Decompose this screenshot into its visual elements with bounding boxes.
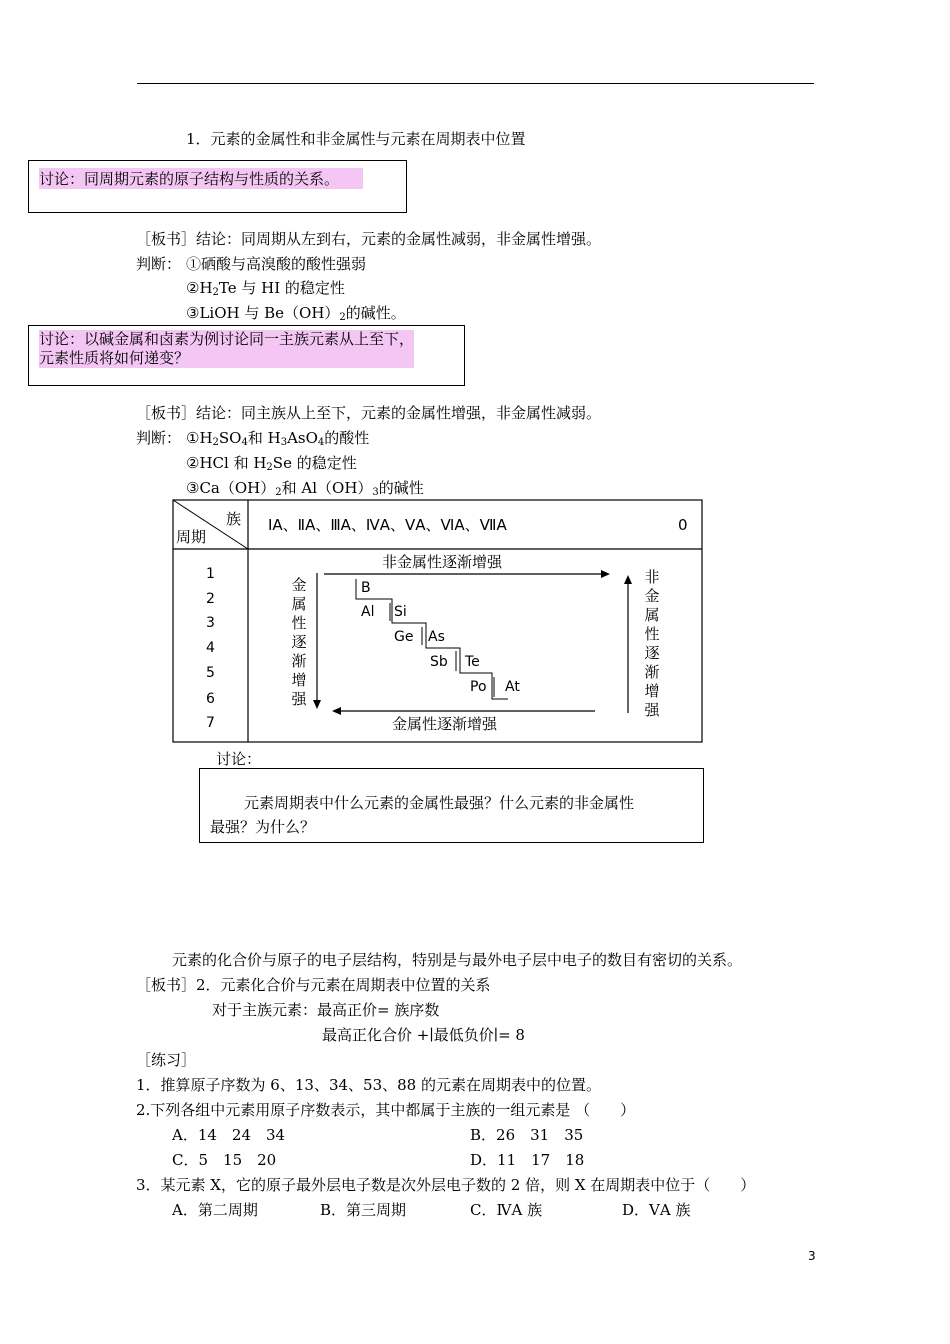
q3-option-d: D．ⅤA 族	[622, 1201, 691, 1219]
q3-option-b: B．第三周期	[320, 1201, 407, 1219]
practice-label: ［练习］	[136, 1051, 197, 1069]
q3-option-a: A．第二周期	[172, 1201, 258, 1219]
svg-text:1: 1	[206, 566, 215, 582]
blackboard1: ［板书］结论：同周期从左到右，元素的金属性减弱，非金属性增强。	[136, 230, 602, 248]
svg-text:6: 6	[206, 691, 215, 707]
svg-text:Si: Si	[394, 604, 407, 620]
svg-text:7: 7	[206, 715, 215, 731]
judge1-item2: $②H_2Te$ 与 HI 的稳定性	[186, 279, 345, 298]
svg-text:Te: Te	[465, 654, 480, 670]
discussion3-label: 讨论：	[216, 750, 262, 768]
q2-option-c: C．5 15 20	[172, 1151, 277, 1169]
q2-option-b: B．26 31 35	[470, 1126, 584, 1144]
period-numbers	[206, 566, 215, 731]
page-number: 3	[808, 1249, 816, 1263]
discussion3-box	[199, 768, 704, 843]
question1: 1．推算原子序数为 6、13、34、53、88 的元素在周期表中的位置。	[136, 1076, 601, 1094]
svg-text:5: 5	[206, 665, 215, 681]
section1-title: 1．元素的金属性和非金属性与元素在周期表中位置	[186, 130, 526, 148]
svg-text:At: At	[505, 679, 520, 695]
header-period: 周期	[176, 528, 207, 546]
judge1-item3: ③LiOH 与 $Be(OH)_2$的碱性。	[186, 304, 406, 323]
q3-option-c: C．ⅣA 族	[470, 1201, 543, 1219]
blackboard2: ［板书］结论：同主族从上至下，元素的金属性增强，非金属性减弱。	[136, 404, 602, 422]
judge2-item2: ②HCl 和 $H_2Se$ 的稳定性	[186, 454, 357, 473]
svg-text:3: 3	[206, 615, 215, 631]
group-zero: 0	[678, 516, 688, 534]
svg-text:Po: Po	[470, 679, 487, 695]
element-symbols	[361, 580, 520, 695]
question2: 2.下列各组中元素用原子序数表示，其中都属于主族的一组元素是 （ ）	[136, 1101, 636, 1119]
svg-text:B: B	[361, 580, 371, 596]
bottom-arrow-label: 金属性逐渐增强	[392, 715, 498, 733]
svg-text:2: 2	[206, 591, 215, 607]
svg-text:Al: Al	[361, 604, 375, 620]
q2-option-d: D．11 17 18	[470, 1151, 585, 1169]
valence-rule1: 对于主族元素：最高正价= 族序数	[212, 1001, 440, 1019]
question3: 3．某元素 X，它的原子最外层电子数是次外层电子数的 2 倍，则 X 在周期表中位于（ ）	[136, 1176, 756, 1194]
discussion2-box	[28, 325, 465, 386]
svg-text:Ge: Ge	[394, 629, 414, 645]
blackboard3: ［板书］2．元素化合价与元素在周期表中位置的关系	[136, 976, 491, 994]
right-vertical-label: 非金属性逐渐增强	[644, 568, 660, 719]
left-vertical-label: 金属性逐渐增强	[291, 576, 307, 708]
discussion1-text: 讨论：同周期元素的原子结构与性质的关系。	[39, 168, 363, 189]
discussion1-box	[28, 160, 407, 213]
judge2-item1: $①H_2SO_4$和 $H_3AsO_4$的酸性	[186, 429, 370, 448]
svg-text:4: 4	[206, 640, 215, 656]
top-arrow-label: 非金属性逐渐增强	[382, 553, 503, 571]
header-family: 族	[226, 510, 242, 528]
judge2-label: 判断：	[136, 429, 182, 447]
valence-paragraph: 元素的化合价与原子的电子层结构，特别是与最外电子层中电子的数目有密切的关系。	[172, 951, 743, 969]
q2-option-a: A．14 24 34	[172, 1126, 286, 1144]
discussion2-text: 讨论：以碱金属和卤素为例讨论同一主族元素从上至下， 元素性质将如何递变？	[39, 330, 415, 367]
discussion3-line2: 最强？为什么？	[210, 818, 316, 836]
judge1-label: 判断：	[136, 255, 182, 273]
judge2-item3: $③Ca(OH)_2$和 $Al(OH)_3$的碱性	[186, 479, 424, 498]
header-rule	[137, 83, 814, 84]
svg-text:As: As	[428, 629, 445, 645]
judge1-item1: ①硒酸与高溴酸的酸性强弱	[186, 255, 367, 273]
svg-text:Sb: Sb	[430, 654, 448, 670]
group-labels: ⅠA、ⅡA、ⅢA、ⅣA、ⅤA、ⅥA、ⅦA	[268, 516, 507, 534]
periodic-trend-table	[172, 499, 704, 745]
valence-rule2: 最高正化合价 +∣最低负价∣= 8	[322, 1026, 525, 1044]
discussion3-line1: 元素周期表中什么元素的金属性最强？什么元素的非金属性	[244, 794, 635, 812]
